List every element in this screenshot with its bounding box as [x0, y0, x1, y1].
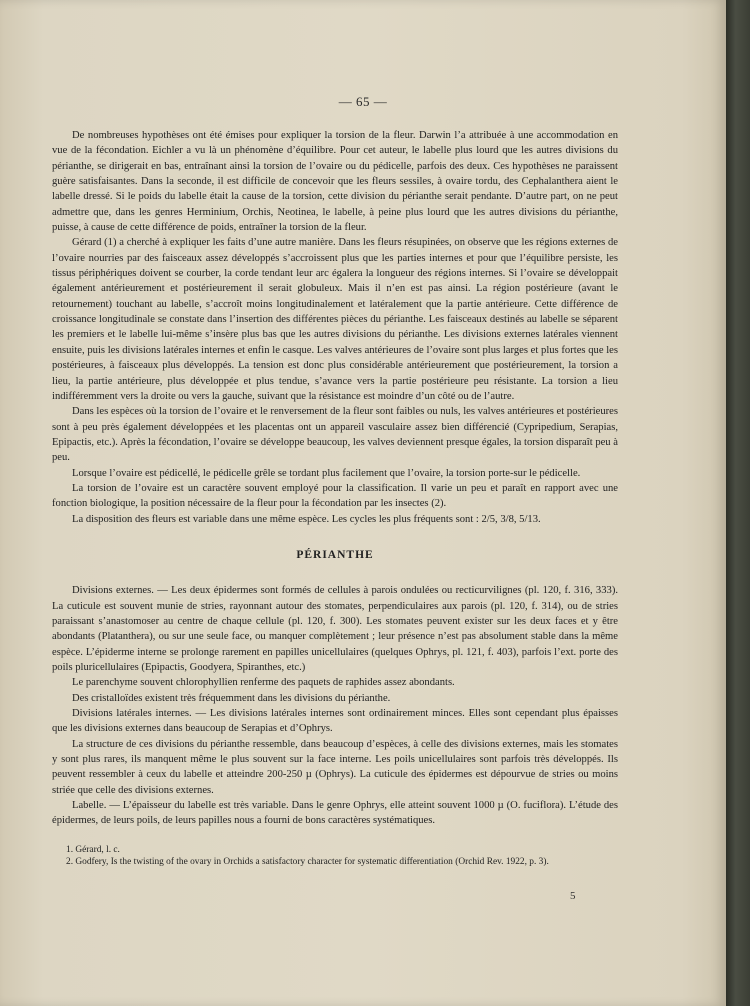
section-title: PÉRIANTHE: [296, 548, 374, 561]
paragraph-torsion-hypotheses: De nombreuses hypothèses ont été émises pour expliquer la torsion de la fleur. Darwin l’a attribuée à une accommodation en vue de la fécondation. Eichler a vu là un phénomène d’équilibre. Pour cet auteur, le labelle plus lourd que les autres divisions du périanthe, se dirigerait en bas, entraînant ainsi la torsion de l’ovaire ou du pédicelle, parfois des deux. Ces hypothèses ne paraissent guère satisfaisantes. Dans la seconde, il est difficile de concevoir que les fleurs sessiles, à ovaire tordu, des Cephalanthera aient le labelle dressé. Si le poids du labelle était la cause de la torsion, cette division du périanthe serait pendante. D’autre part, on ne peut admettre que, dans les genres Herminium, Orchis, Neotinea, le labelle, à peine plus lourd que les autres divisions du périanthe, puisse, à cause de cette différence de poids, entraîner la torsion de la fleur.: [52, 130, 618, 234]
paragraph-crystalloids: Des cristalloïdes existent très fréquemment dans les divisions du périanthe.: [72, 692, 391, 704]
paragraph-pedicel-torsion: Lorsque l’ovaire est pédicellé, le pédicelle grêle se tordant plus facilement que l’ovaire, la torsion porte-sur le pédicelle.: [72, 467, 581, 479]
body-text: [52, 128, 618, 829]
paragraph-labelle: Labelle. — L’épaisseur du labelle est très variable. Dans le genre Ophrys, elle atteint souvent 1000 µ (O. fuciflora). L’étude des épidermes, de leurs poils, de leurs papilles nous a fourni de bons caractères systématiques.: [52, 800, 618, 827]
folio-signature: 5: [570, 890, 576, 902]
footnote-2: 2. Godfery, Is the twisting of the ovary in Orchids a satisfactory character for systematic differentiation (Orchid Rev. 1922, p. 3).: [66, 856, 549, 867]
paragraph-gerard-explanation: Gérard (1) a cherché à expliquer les faits d’une autre manière. Dans les fleurs résupinées, on observe que les régions externes de l’ovaire nourries par des faisceaux assez développés s’accroissent plus que les parties internes et pour que l’équilibre persiste, les tissus périphériques doivent se courber, la corde tendant leur arc égalera la longueur des régions internes. Si l’ovaire se développait également antérieurement et postérieurement il serait globuleux. Mais il n’en est pas ainsi. La région postérieure (avant le retournement) touchant au labelle, s’accroît moins longitudinalement et latéralement que la partie antérieure. Cette différence de croissance longitudinale se constate dans l’insertion des différentes pièces du périanthe. Les faisceaux destinés au labelle se séparent les premiers et le labelle lui-même s’insère plus bas que les autres divisions du périanthe. Les divisions externes latérales viennent ensuite, puis les divisions latérales internes et enfin le casque. Les valves antérieures de l’ovaire sont plus larges et plus fortes que les postérieures, à faisceaux plus développés. La tension est donc plus considérable antérieurement que postérieurement, la torsion a lieu, la partie antérieure, plus développée et plus tendue, s’avance vers la partie postérieure peu résistante. La torsion a lieu indifféremment vers la droite ou vers la gauche, suivant que la résistance est moindre d’un côté ou de l’autre.: [52, 237, 618, 402]
book-binding-edge: [726, 0, 750, 1006]
footnote-1: 1. Gérard, l. c.: [66, 845, 120, 855]
footnotes: [52, 845, 618, 868]
paragraph-flower-disposition: La disposition des fleurs est variable dans une même espèce. Les cycles les plus fréquents sont : 2/5, 3/8, 5/13.: [72, 513, 541, 525]
paragraph-external-divisions: Divisions externes. — Les deux épidermes sont formés de cellules à parois ondulées ou recticurvilignes (pl. 120, f. 316, 333). La cuticule est souvent munie de stries, rayonnant autour des stomates, perpendiculaires aux parois (pl. 120, f. 314), ou de stries paraissant s’anastomoser au centre de chaque cellule (pl. 120, f. 300). Les stomates peuvent exister sur les deux faces et y être abondants (Platanthera), ou sur une seule face, ou manquer complètement ; leur présence n’est pas absolument stable dans la même espèce. L’épiderme interne se prolonge rarement en papilles unicellulaires (quelques Ophrys, pl. 121, f. 403), parfois l’ext. porte des poils pluricellulaires (Epipactis, Goodyera, Spiranthes, etc.): [52, 585, 618, 673]
paragraph-classification: La torsion de l’ovaire est un caractère souvent employé pour la classification. Il varie un peu et paraît en rapport avec une fonction biologique, la position nécessaire de la fleur pour la fécondation par les insectes (2).: [52, 482, 618, 510]
paragraph-parenchyma: Le parenchyme souvent chlorophyllien renferme des paquets de raphides assez abondants.: [72, 677, 455, 689]
paragraph-structure-divisions: La structure de ces divisions du périanthe ressemble, dans beaucoup d’espèces, à celle des divisions externes, mais les stomates y sont plus rares, ils manquent même le plus souvent sur la face interne. Les poils unicellulaires sont parfois très développés. Ils peuvent ressembler à ceux du labelle et atteindre 200-250 µ (Ophrys). La cuticule des épidermes est dépourvue de stries ou moins striée que celle des divisions externes.: [52, 738, 618, 796]
paragraph-weak-torsion-species: Dans les espèces où la torsion de l’ovaire et le renversement de la fleur sont faibles ou nuls, les valves antérieures et postérieures sont à peu près également développées et les placentas ont un appareil vasculaire assez bien différencié (Cypripedium, Serapias, Epipactis, etc.). Après la fécondation, l’ovaire se développe beaucoup, les valves deviennent presque égales, la torsion disparaît peu à peu.: [52, 406, 618, 464]
page-number: — 65 —: [338, 94, 388, 109]
paragraph-internal-lateral-divisions: Divisions latérales internes. — Les divisions latérales internes sont ordinairement minces. Elles sont cependant plus épaisses que les divisions externes dans beaucoup de Serapias et d’Ophrys.: [52, 708, 618, 735]
